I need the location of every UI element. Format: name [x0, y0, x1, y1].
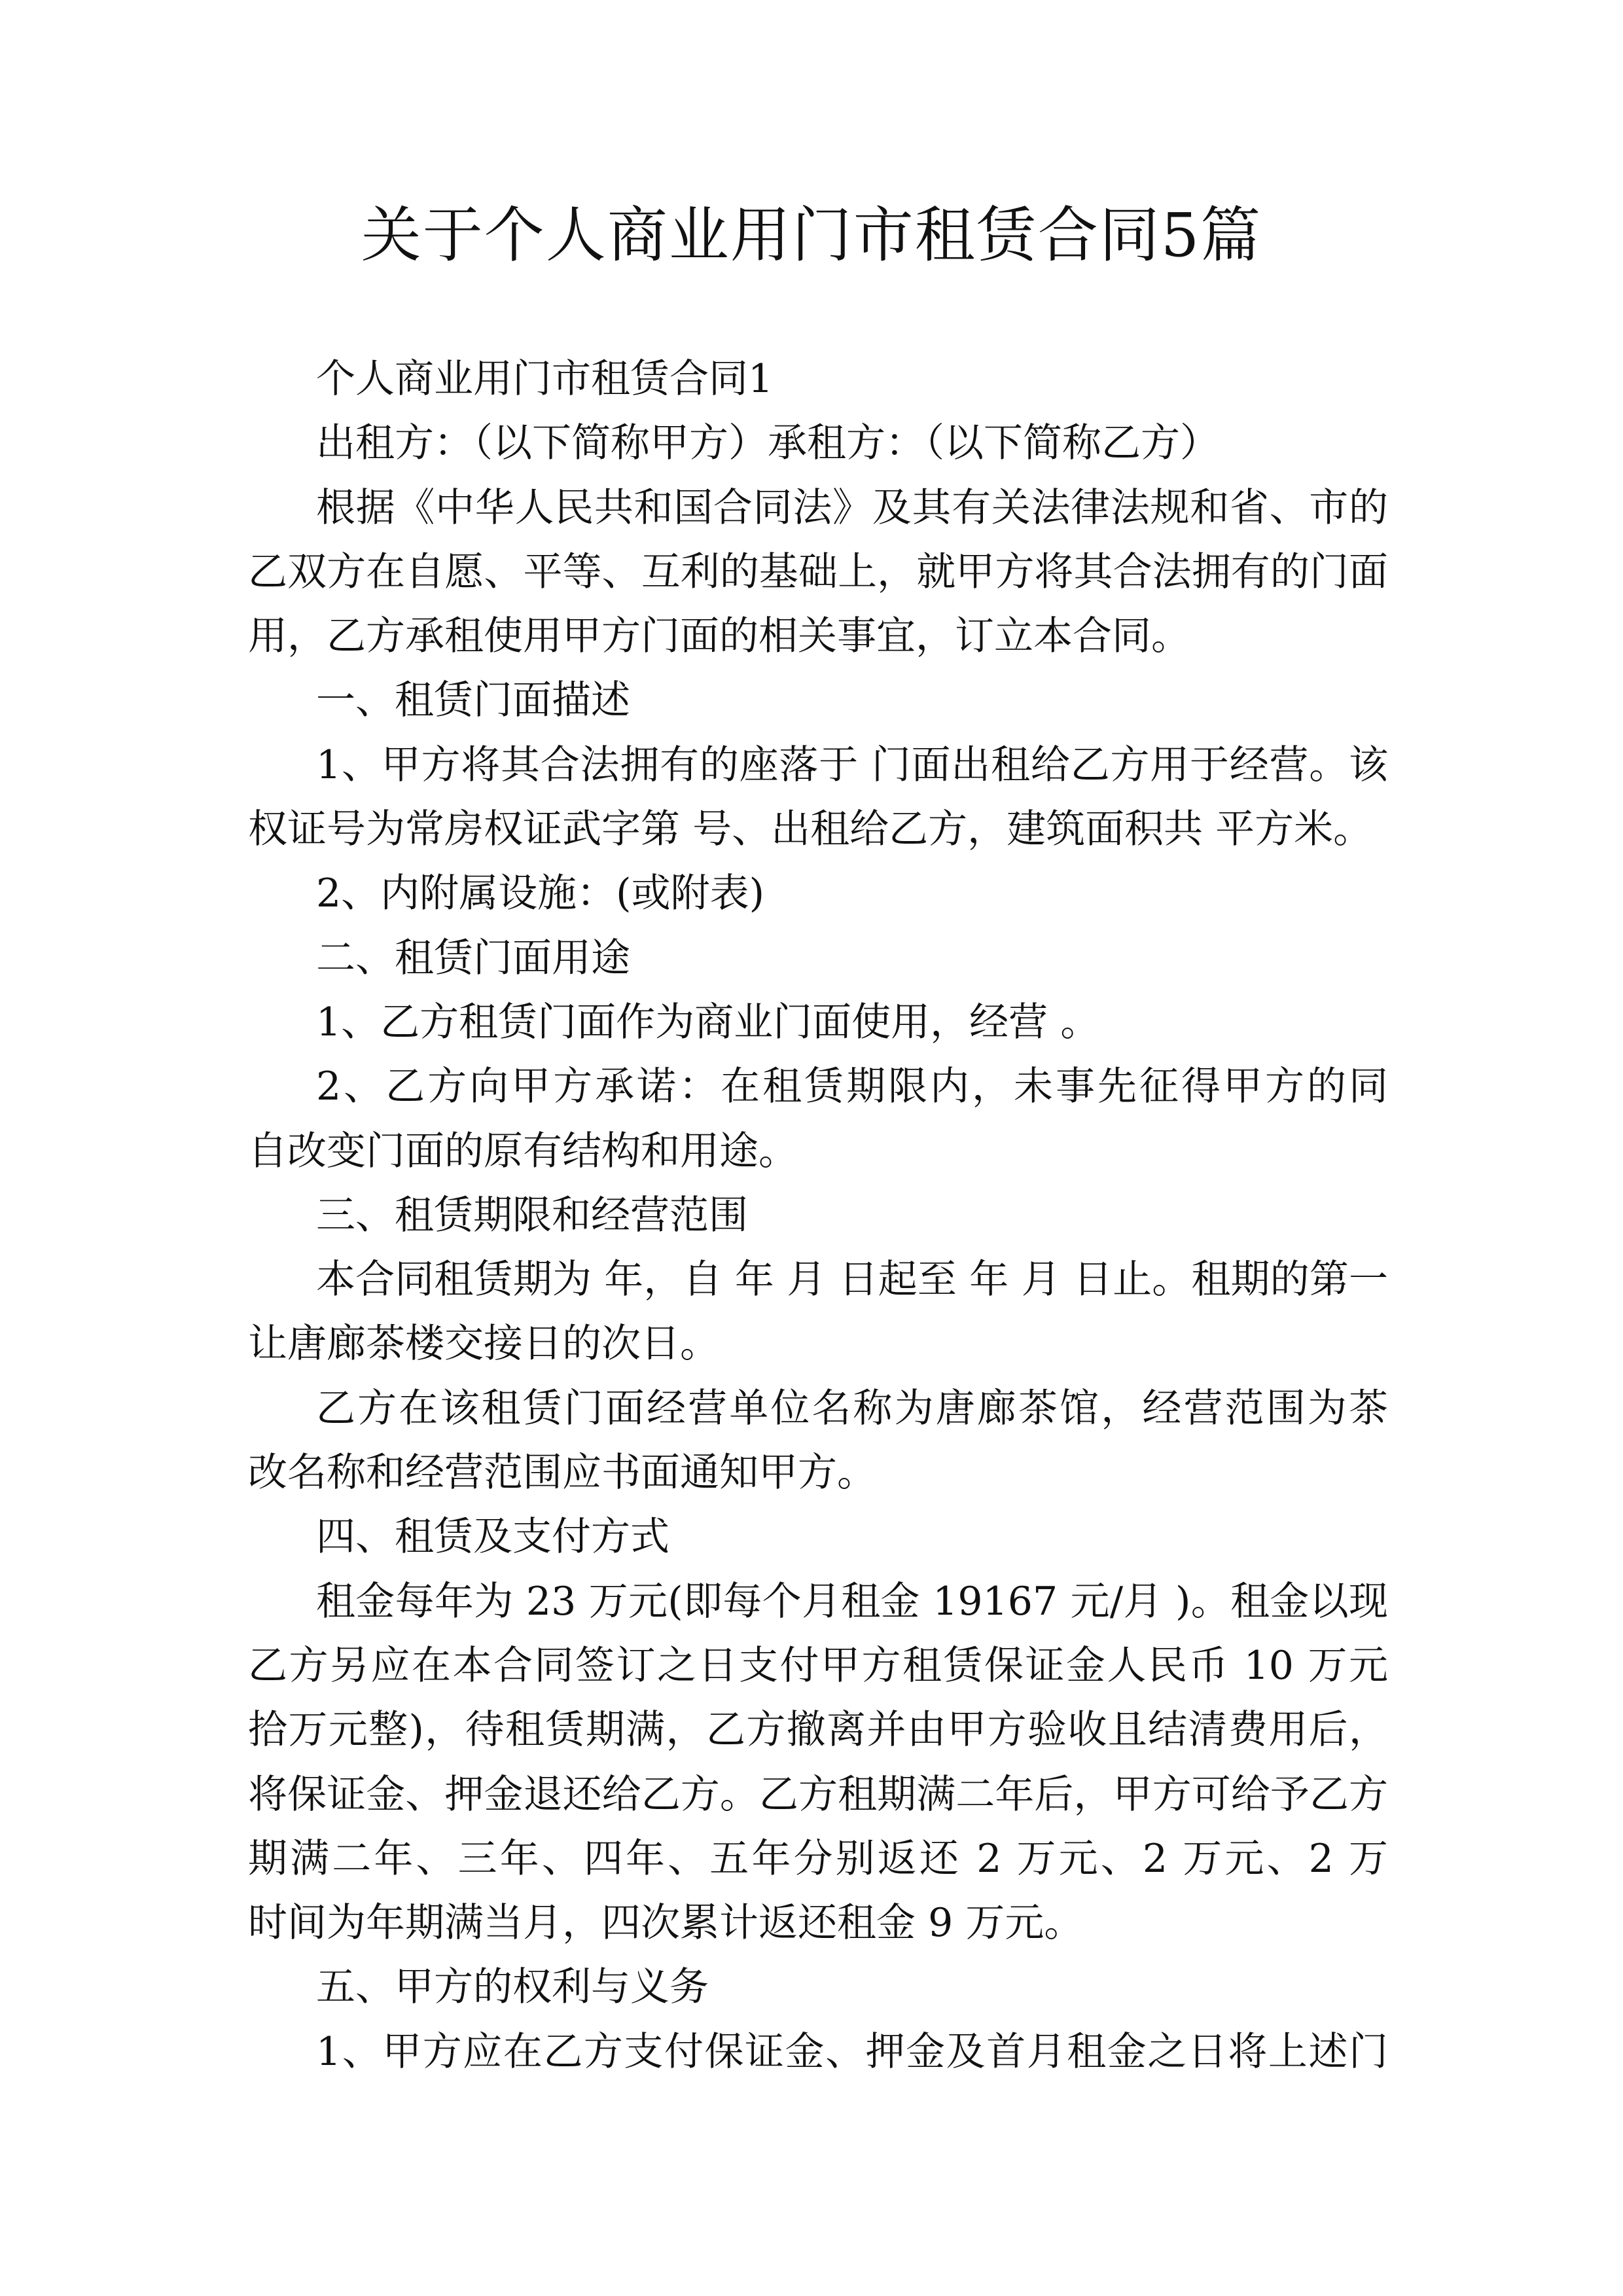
text-line: 拾万元整)，待租赁期满，乙方撤离并由甲方验收且结清费用后， — [248, 1707, 1388, 1753]
text-line: 权证号为常房权证武字第 号、出租给乙方，建筑面积共 平方米。 — [248, 806, 1373, 853]
text-line: 乙方在该租赁门面经营单位名称为唐廊茶馆，经营范围为茶 — [316, 1385, 1388, 1431]
document-title: 关于个人商业用门市租赁合同5篇 — [361, 200, 1262, 270]
text-line: 乙双方在自愿、平等、互利的基础上，就甲方将其合法拥有的门面 — [248, 548, 1388, 595]
text-line: 时间为年期满当月，四次累计返还租金 9 万元。 — [248, 1900, 1084, 1946]
text-line: 改名称和经营范围应书面通知甲方。 — [248, 1450, 876, 1496]
text-line: 让唐廊茶楼交接日的次日。 — [248, 1321, 719, 1367]
text-line: 本合同租赁期为 年，自 年 月 日起至 年 月 日止。租期的第一 — [316, 1257, 1388, 1303]
text-line: 二、租赁门面用途 — [316, 935, 630, 981]
text-line: 2、内附属设施：(或附表) — [316, 870, 764, 917]
text-line: 1、乙方租赁门面作为商业门面使用，经营 。 — [316, 999, 1100, 1045]
text-line: 租金每年为 23 万元(即每个月租金 19167 元/月 )。租金以现 — [316, 1578, 1388, 1624]
text-line: 将保证金、押金退还给乙方。乙方租期满二年后，甲方可给予乙方 — [248, 1771, 1388, 1818]
text-line: 用，乙方承租使用甲方门面的相关事宜，订立本合同。 — [248, 613, 1190, 660]
text-line: 自改变门面的原有结构和用途。 — [248, 1128, 798, 1174]
text-line: 乙方另应在本合同签订之日支付甲方租赁保证金人民币 10 万元 — [248, 1642, 1388, 1689]
text-line: 期满二年、三年、四年、五年分别返还 2 万元、2 万元、2 万 — [248, 1835, 1388, 1882]
text-line: 出租方：（以下简称甲方）承租方：（以下简称乙方） — [316, 420, 1219, 467]
text-line: 1、甲方应在乙方支付保证金、押金及首月租金之日将上述门 — [316, 2028, 1388, 2075]
text-line: 个人商业用门市租赁合同1 — [316, 356, 774, 402]
document-body — [248, 347, 1388, 2084]
text-line: 五、甲方的权利与义务 — [316, 1964, 709, 2011]
text-line: 一、租赁门面描述 — [316, 677, 630, 724]
text-line: 2、乙方向甲方承诺：在租赁期限内，未事先征得甲方的同 — [316, 1064, 1388, 1110]
text-line: 四、租赁及支付方式 — [316, 1514, 669, 1560]
text-line: 三、租赁期限和经营范围 — [316, 1192, 748, 1238]
text-line: 根据《中华人民共和国合同法》及其有关法律法规和省、市的 — [316, 484, 1388, 531]
text-line: 1、甲方将其合法拥有的座落于 门面出租给乙方用于经营。该 — [316, 742, 1388, 788]
